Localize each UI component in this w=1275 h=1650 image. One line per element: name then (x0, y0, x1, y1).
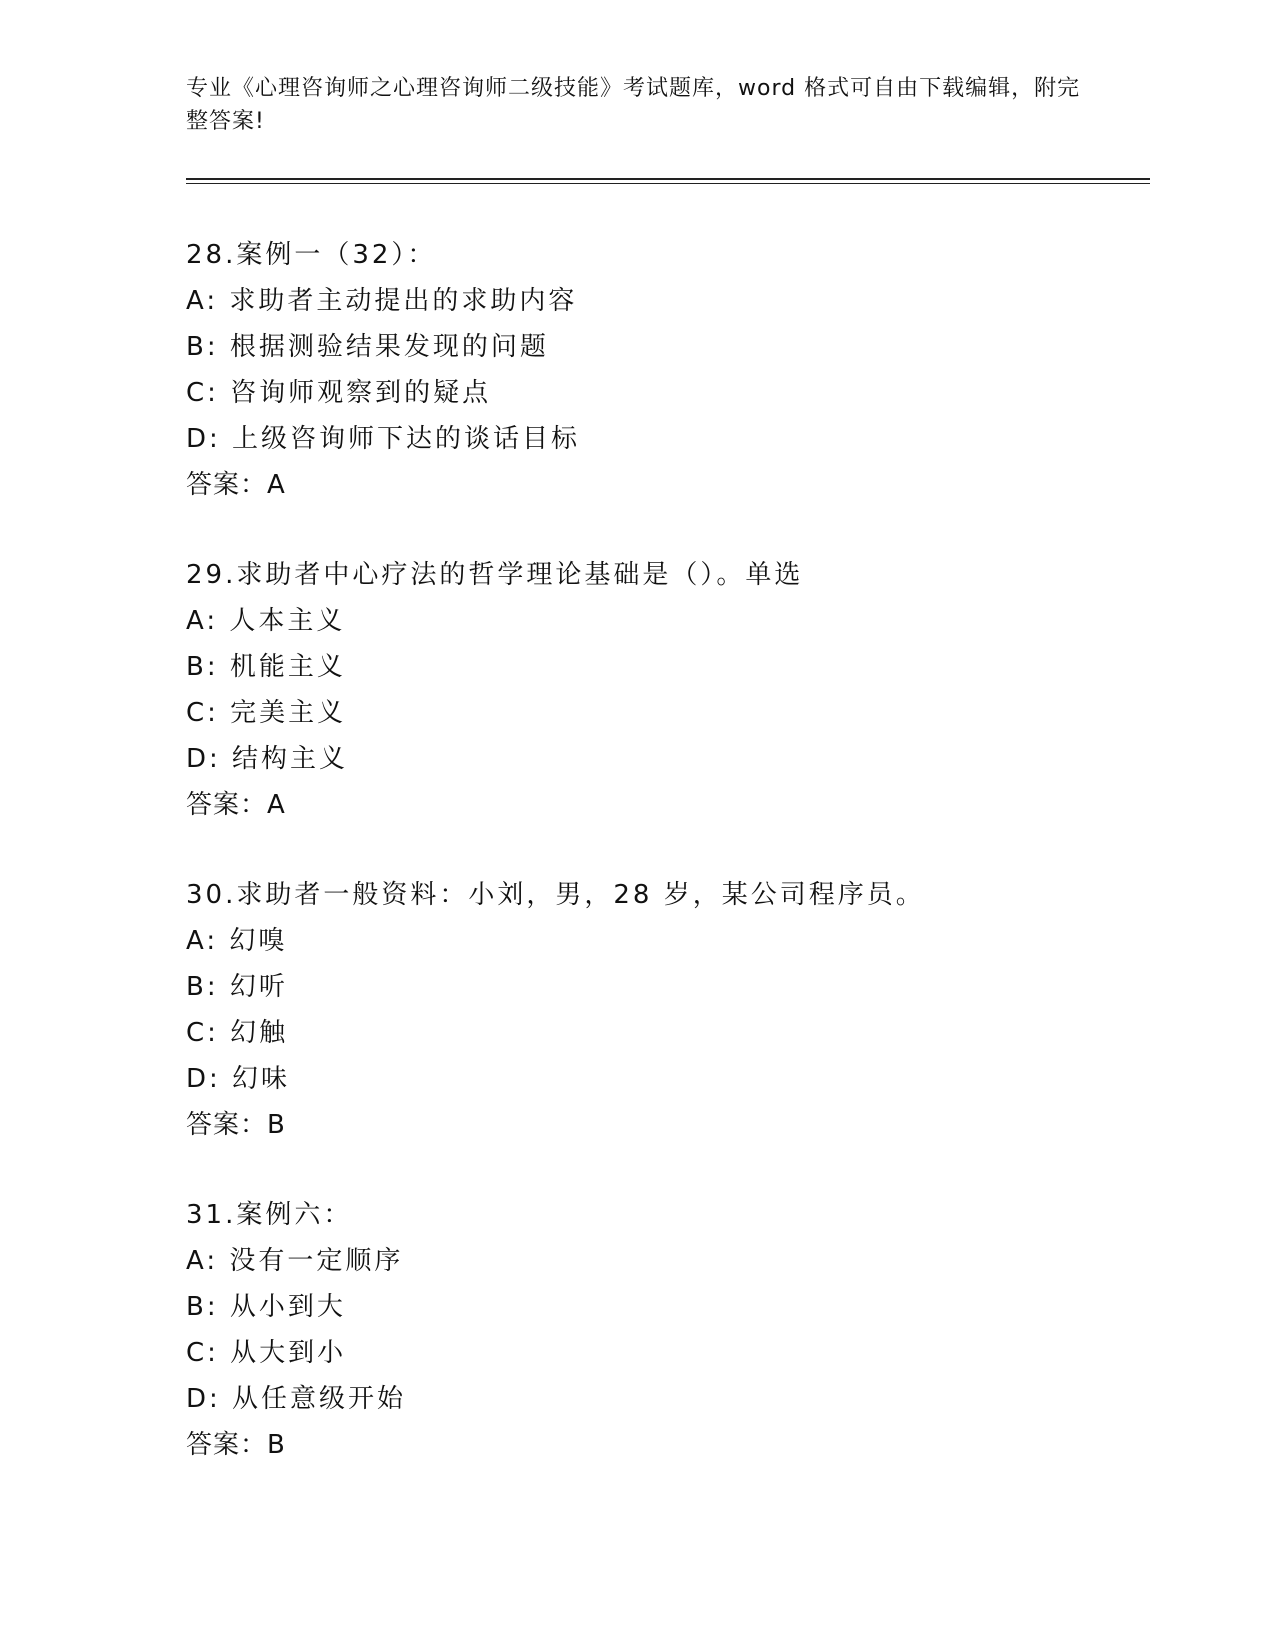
option-d: D: 从任意级开始 (186, 1384, 407, 1414)
option-d: D: 上级咨询师下达的谈话目标 (186, 424, 581, 454)
header-divider (186, 178, 1150, 180)
option-a: A: 人本主义 (186, 606, 346, 636)
option-d: D: 幻味 (186, 1064, 291, 1094)
option-a: A: 求助者主动提出的求助内容 (186, 286, 578, 316)
option-c: C: 从大到小 (186, 1338, 347, 1368)
option-c: C: 幻触 (186, 1018, 289, 1048)
header-divider-secondary (186, 183, 1150, 184)
answer-key: 答案：B (186, 1110, 286, 1140)
answer-key: 答案：A (186, 470, 286, 500)
question-item (186, 232, 1146, 508)
option-b: B: 根据测验结果发现的问题 (186, 332, 549, 362)
option-b: B: 机能主义 (186, 652, 346, 682)
question-item (186, 552, 1146, 828)
answer-key: 答案：B (186, 1430, 286, 1460)
option-b: B: 从小到大 (186, 1292, 346, 1322)
question-stem: 29.求助者中心疗法的哲学理论基础是（）。单选 (186, 560, 804, 590)
question-spacer (186, 508, 1146, 552)
document-intro: 专业《心理咨询师之心理咨询师二级技能》考试题库，word 格式可自由下载编辑，附完整答案! (186, 76, 1081, 134)
option-c: C: 咨询师观察到的疑点 (186, 378, 492, 408)
question-stem: 31.案例六： (186, 1200, 353, 1230)
question-stem: 28.案例一（32）： (186, 240, 437, 270)
option-a: A: 幻嗅 (186, 926, 288, 956)
option-c: C: 完美主义 (186, 698, 347, 728)
question-item (186, 1192, 1146, 1468)
option-b: B: 幻听 (186, 972, 288, 1002)
option-d: D: 结构主义 (186, 744, 349, 774)
answer-key: 答案：A (186, 790, 286, 820)
question-spacer (186, 1148, 1146, 1192)
question-spacer (186, 828, 1146, 872)
question-item (186, 872, 1146, 1148)
option-a: A: 没有一定顺序 (186, 1246, 404, 1276)
question-list (186, 232, 1146, 1468)
question-stem: 30.求助者一般资料：小刘，男，28 岁，某公司程序员。 (186, 880, 925, 910)
